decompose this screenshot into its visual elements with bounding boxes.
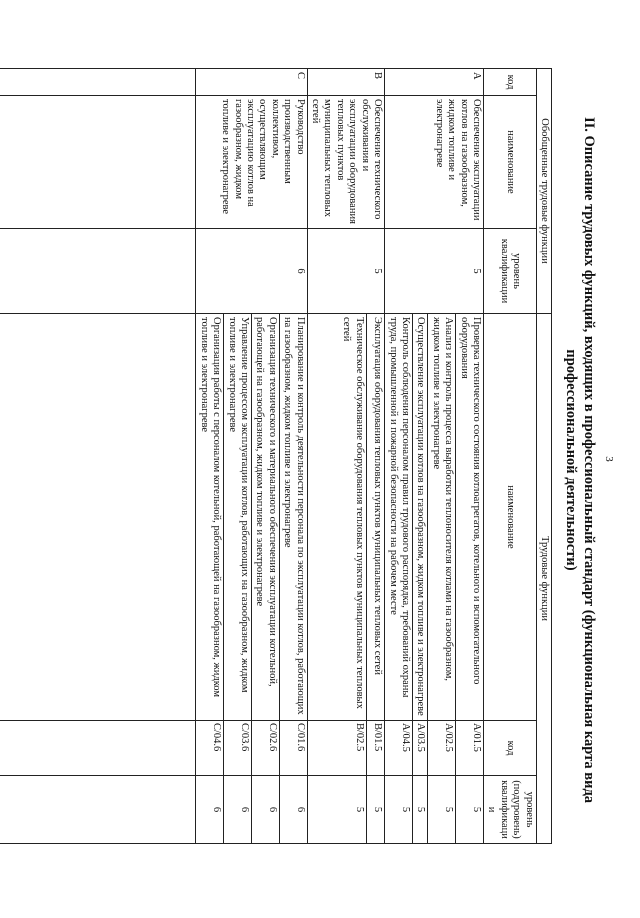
- function-code: C/02.6: [252, 721, 280, 776]
- empty-cell: [0, 776, 196, 844]
- function-level: 5: [366, 776, 385, 844]
- function-name: Эксплуатация оборудования тепловых пунктов муниципальных тепловых сетей: [366, 314, 385, 721]
- header-function-level: уровень (подуровень) квалификации: [483, 776, 536, 844]
- function-name: Осуществление эксплуатации котлов на газообразном, жидком топливе и электронагреве: [412, 314, 427, 721]
- header-code: код: [483, 69, 536, 96]
- generalized-level: 5: [307, 229, 384, 314]
- function-name: Организация работы с персоналом котельной, работающей на газообразном, жидком топливе и электронагреве: [196, 314, 224, 721]
- generalized-name: Руководство производственным коллективом, осуществляющим эксплуатацию котлов на газообразном, жидком топливе и электронагреве: [196, 96, 307, 229]
- function-code: C/01.6: [279, 721, 307, 776]
- function-name: Техническое обслуживание оборудования тепловых пунктов муниципальных тепловых сетей: [307, 314, 366, 721]
- function-level: 5: [412, 776, 427, 844]
- empty-cell: [0, 314, 196, 721]
- function-level: 6: [252, 776, 280, 844]
- generalized-code: A: [385, 69, 484, 96]
- function-code: A/04.5: [385, 721, 413, 776]
- function-code: A/03.5: [412, 721, 427, 776]
- header-row-groups: [536, 69, 551, 844]
- generalized-name: Обеспечение эксплуатации котлов на газообразном, жидком топливе и электронагреве: [385, 96, 484, 229]
- empty-cell: [0, 229, 196, 314]
- table-row: [279, 69, 307, 844]
- functional-map-table: [0, 68, 552, 844]
- header-name: наименование: [483, 96, 536, 229]
- generalized-level: 5: [385, 229, 484, 314]
- function-level: 6: [196, 776, 224, 844]
- empty-cell: [0, 69, 196, 96]
- function-name: Анализ и контроль процесса выработки теплоносителя котлами на газообразном, жидком топливе и электронагреве: [428, 314, 456, 721]
- page-number: 3: [603, 456, 615, 462]
- function-code: B/01.5: [366, 721, 385, 776]
- generalized-code: C: [196, 69, 307, 96]
- header-labor-functions: Трудовые функции: [536, 314, 551, 844]
- generalized-code: B: [307, 69, 384, 96]
- header-function-code: код: [483, 721, 536, 776]
- function-name: Управление процессом эксплуатации котлов, работающих на газообразном, жидком топливе и электронагреве: [224, 314, 252, 721]
- empty-cell: [0, 721, 196, 776]
- function-code: A/01.5: [456, 721, 484, 776]
- header-generalized-functions: Обобщенные трудовые функции: [536, 69, 551, 314]
- section-heading: [562, 70, 598, 850]
- table-row: [456, 69, 484, 844]
- generalized-name: Обеспечение технического обслуживания и эксплуатации оборудования тепловых пунктов муниципальных тепловых сетей: [307, 96, 384, 229]
- header-row-columns: [483, 69, 536, 844]
- function-code: A/02.5: [428, 721, 456, 776]
- function-code: C/03.6: [224, 721, 252, 776]
- function-code: B/02.5: [307, 721, 366, 776]
- function-code: C/04.6: [196, 721, 224, 776]
- heading-line-1: II. Описание трудовых функций, входящих в профессиональный стандарт (функциональная карта вида: [581, 116, 597, 804]
- function-level: 5: [428, 776, 456, 844]
- function-name: Проверка технического состояния котлоагрегатов, котельного и вспомогательного оборудования: [456, 314, 484, 721]
- heading-line-2: профессиональной деятельности): [563, 349, 579, 571]
- function-name: Планирование и контроль деятельности персонала по эксплуатации котлов, работающих на газообразном, жидком топливе и электронагреве: [279, 314, 307, 721]
- function-name: Контроль соблюдения персоналом правил трудового распорядка, требований охраны труда, промышленной и пожарной безопасности на рабочем месте: [385, 314, 413, 721]
- table-row: [366, 69, 385, 844]
- function-level: 6: [224, 776, 252, 844]
- function-level: 5: [456, 776, 484, 844]
- header-level: уровень квалификации: [483, 229, 536, 314]
- function-name: Организация технического и материального обеспечения эксплуатации котельной, работающей на газообразном, жидком топливе и электронагреве: [252, 314, 280, 721]
- function-level: 5: [385, 776, 413, 844]
- generalized-level: 6: [196, 229, 307, 314]
- empty-cell: [0, 96, 196, 229]
- function-level: 6: [279, 776, 307, 844]
- empty-table-row: [0, 69, 196, 844]
- function-level: 5: [307, 776, 366, 844]
- header-function-name: наименование: [483, 314, 536, 721]
